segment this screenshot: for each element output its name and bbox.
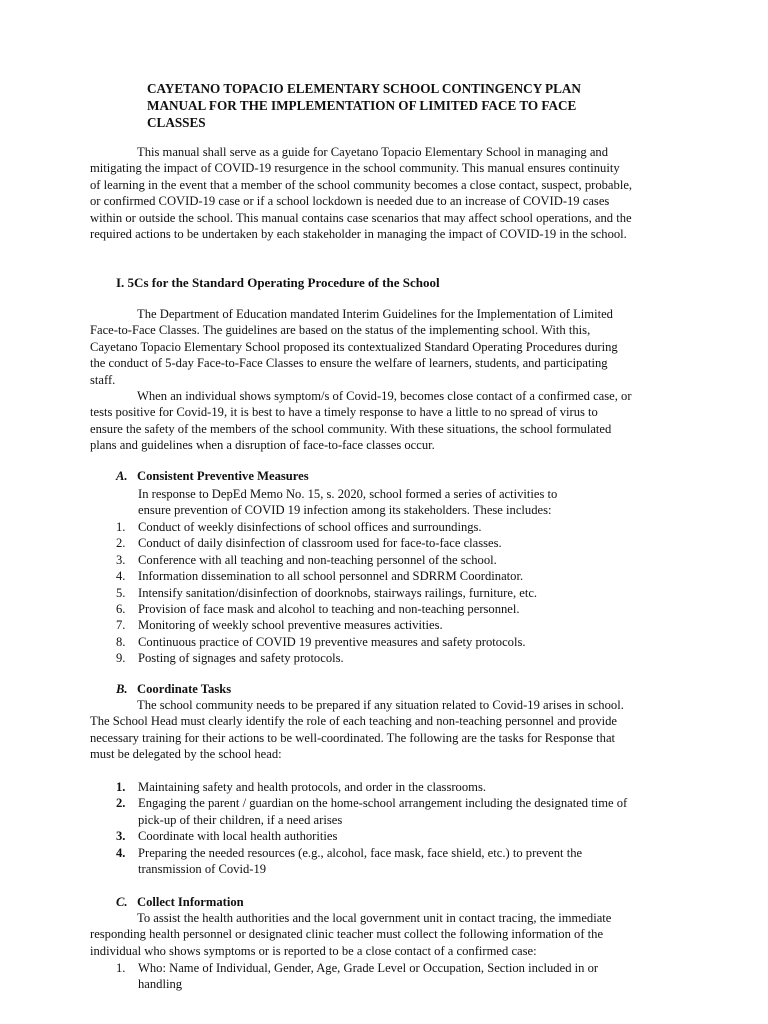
section1-paragraph-1 <box>90 306 708 454</box>
list-number: 1. <box>116 961 126 975</box>
title-line: CAYETANO TOPACIO ELEMENTARY SCHOOL CONTINGENCY PLAN <box>147 81 581 96</box>
text-line: The School Head must clearly identify the role of each teaching and non-teaching personnel and provide <box>90 714 618 729</box>
section-label: Collect Information <box>137 895 244 909</box>
list-text: Preparing the needed resources (e.g., alcohol, face mask, face shield, etc.) to prevent the <box>138 845 583 860</box>
list-item <box>116 552 676 568</box>
list-number: 2. <box>116 796 126 811</box>
text-line: within or outside the school. This manual contains case scenarios that may affect school operations, and the <box>90 210 632 225</box>
list-text: transmission of Covid-19 <box>138 862 267 877</box>
list-text: Posting of signages and safety protocols. <box>138 651 344 666</box>
list-number: 4. <box>116 569 126 584</box>
text-line: The Department of Education mandated Interim Guidelines for the Implementation of Limited <box>137 307 613 321</box>
section-b-paragraph <box>90 697 708 763</box>
list-text: pick-up of their children, if a need arises <box>138 812 343 827</box>
list-item <box>116 519 676 535</box>
list-item <box>116 617 676 633</box>
list-item <box>116 568 676 584</box>
text-line: must be delegated by the school head: <box>90 747 282 762</box>
list-number: 3. <box>116 552 126 567</box>
text-line: required actions to be undertaken by each stakeholder in managing the impact of COVID-19 in the school. <box>90 227 627 242</box>
title-line: MANUAL FOR THE IMPLEMENTATION OF LIMITED FACE TO FACE <box>147 98 577 113</box>
list-item <box>116 585 676 601</box>
text-line: plans and guidelines when a disruption of face-to-face classes occur. <box>90 438 435 453</box>
section-letter: B. <box>116 682 128 696</box>
section-letter: C. <box>116 895 128 909</box>
section-a-intro <box>138 486 698 519</box>
list-item <box>116 535 676 551</box>
section-c-heading <box>116 894 244 910</box>
list-text: Provision of face mask and alcohol to teaching and non-teaching personnel. <box>138 602 520 617</box>
list-text: Maintaining safety and health protocols, and order in the classrooms. <box>138 780 486 794</box>
text-line: or confirmed COVID-19 case or if a school lockdown is needed due to an increase of COVID-19 cases <box>90 194 610 209</box>
list-number: 5. <box>116 585 126 600</box>
section-b-heading <box>116 681 231 697</box>
text-line: To assist the health authorities and the local government unit in contact tracing, the immediate <box>137 911 612 925</box>
section-b-list <box>116 779 676 877</box>
text-line: Cayetano Topacio Elementary School proposed its contextualized Standard Operating Procedures during <box>90 339 618 354</box>
text-line: individual who shows symptoms or is reported to be a close contact of a confirmed case: <box>90 943 537 958</box>
list-item <box>116 845 676 878</box>
text-line: staff. <box>90 372 116 387</box>
list-text: Engaging the parent / guardian on the home-school arrangement including the designated time of <box>138 796 628 811</box>
text-line: tests positive for Covid-19, it is best to have a timely response to have a little to no spread of virus to <box>90 405 598 420</box>
text-line: responding health personnel or designated clinic teacher must collect the following information of the <box>90 927 604 942</box>
list-number: 2. <box>116 536 126 551</box>
section-letter: A. <box>116 469 128 483</box>
section-heading: I. 5Cs for the Standard Operating Procedure of the School <box>116 275 440 290</box>
text-line: ensure the safety of the members of the school community. With these situations, the school formulated <box>90 421 612 436</box>
section-c-list <box>116 960 676 993</box>
list-number: 7. <box>116 618 126 633</box>
section-a-list <box>116 519 676 667</box>
list-text: Conduct of daily disinfection of classroom used for face-to-face classes. <box>138 536 502 551</box>
text-line: In response to DepEd Memo No. 15, s. 2020, school formed a series of activities to <box>138 487 558 501</box>
text-line: The school community needs to be prepared if any situation related to Covid-19 arises in school. <box>137 698 624 712</box>
section-label: Coordinate Tasks <box>137 682 232 696</box>
list-number: 4. <box>116 845 126 860</box>
text-line: ensure prevention of COVID 19 infection among its stakeholders. These includes: <box>138 503 552 518</box>
list-text: Conduct of weekly disinfections of school offices and surroundings. <box>138 520 482 534</box>
list-text: Conference with all teaching and non-teaching personnel of the school. <box>138 552 497 567</box>
list-item <box>116 828 676 844</box>
list-text: Coordinate with local health authorities <box>138 829 338 844</box>
section-a-heading <box>116 468 309 484</box>
text-line: necessary training for their actions to be well-coordinated. The following are the tasks for Response that <box>90 730 616 745</box>
list-number: 1. <box>116 780 126 794</box>
list-item <box>116 650 676 666</box>
text-line: of learning in the event that a member of the school community becomes a close contact, suspect, probable, <box>90 177 633 192</box>
list-number: 3. <box>116 829 126 844</box>
text-line: This manual shall serve as a guide for Cayetano Topacio Elementary School in managing and <box>137 145 609 159</box>
list-number: 6. <box>116 602 126 617</box>
section-c-paragraph <box>90 910 708 959</box>
list-text: Who: Name of Individual, Gender, Age, Grade Level or Occupation, Section included in or <box>138 961 599 975</box>
text-line: mitigating the impact of COVID-19 resurgence in the school community. This manual ensures continuity <box>90 161 620 176</box>
list-text: Intensify sanitation/disinfection of doorknobs, stairways railings, furniture, etc. <box>138 585 538 600</box>
intro-paragraph <box>90 144 708 242</box>
list-item <box>116 960 676 993</box>
list-number: 9. <box>116 651 126 666</box>
list-item <box>116 779 676 795</box>
document-title <box>147 80 667 131</box>
text-line: When an individual shows symptom/s of Covid-19, becomes close contact of a confirmed case, or <box>137 389 632 404</box>
title-line: CLASSES <box>147 115 206 130</box>
list-item <box>116 795 676 828</box>
list-text: Information dissemination to all school personnel and SDRRM Coordinator. <box>138 569 524 584</box>
list-text: handling <box>138 977 183 992</box>
section-label: Consistent Preventive Measures <box>137 469 309 483</box>
list-number: 1. <box>116 520 126 534</box>
text-line: Face-to-Face Classes. The guidelines are based on the status of the implementing school. With this, <box>90 323 591 338</box>
list-text: Monitoring of weekly school preventive measures activities. <box>138 618 443 633</box>
list-text: Continuous practice of COVID 19 preventive measures and safety protocols. <box>138 634 526 649</box>
list-item <box>116 601 676 617</box>
list-item <box>116 634 676 650</box>
list-number: 8. <box>116 634 126 649</box>
text-line: the conduct of 5-day Face-to-Face Classes to ensure the welfare of learners, students, and participating <box>90 356 608 371</box>
